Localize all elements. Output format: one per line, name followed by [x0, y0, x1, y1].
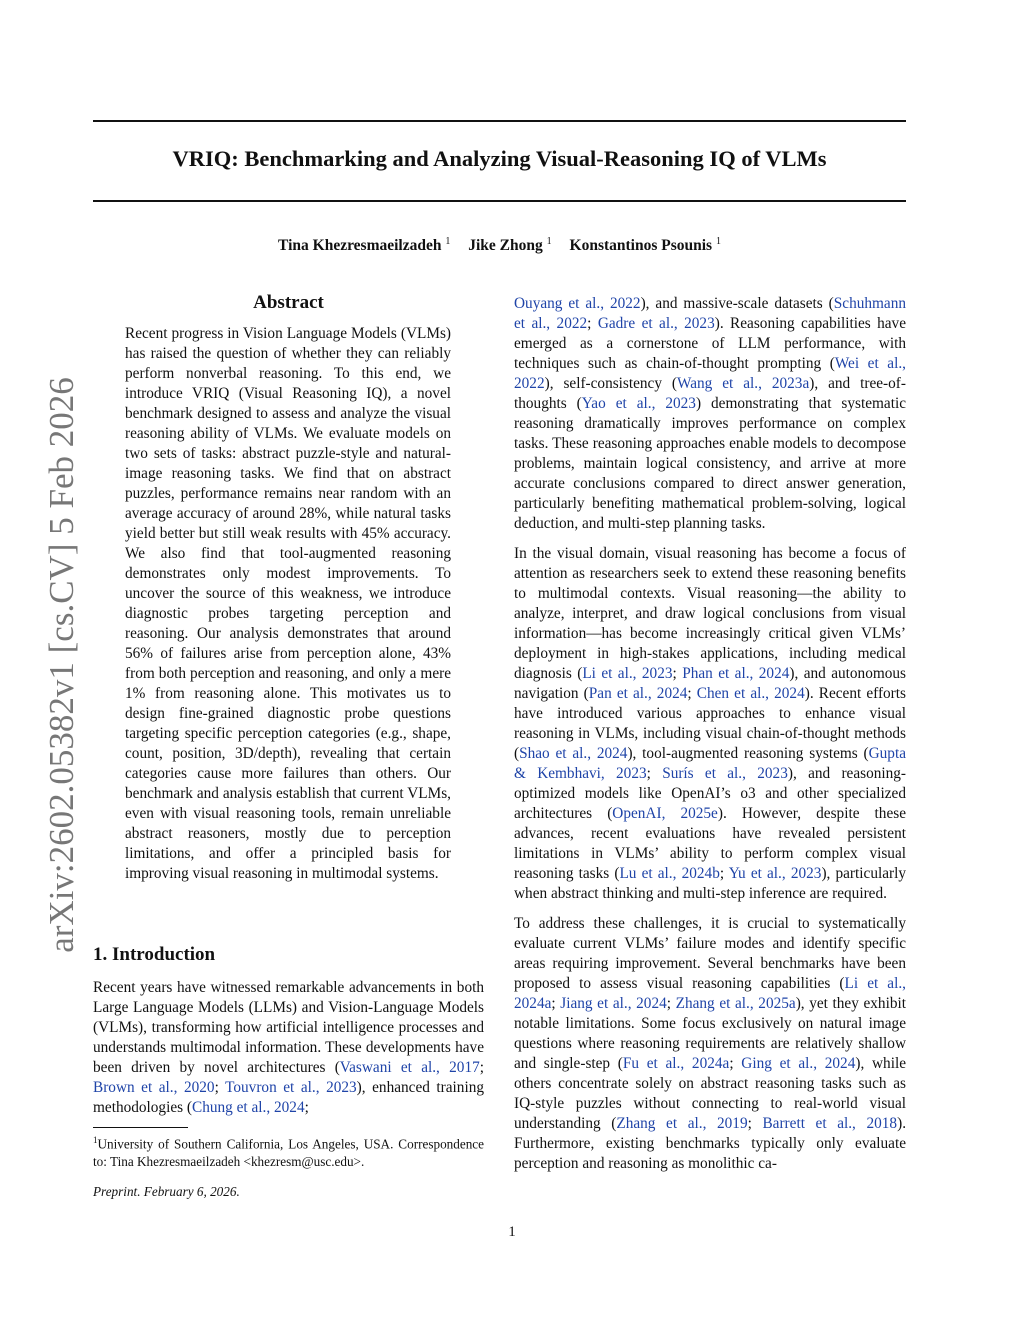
citation-link[interactable]: Wei et al., 2022 [514, 355, 906, 392]
text-run: ). Furthermore, existing benchmarks typically only evaluate perception and reasoning as monolithic ca- [514, 1115, 907, 1172]
section-heading-introduction: 1. Introduction [93, 944, 216, 965]
text-run: ), particularly when abstract thinking and multi-step inference are required. [514, 865, 907, 902]
author: Jike Zhong $^1$ [468, 236, 552, 255]
text-run: ; [719, 865, 729, 882]
citation-link[interactable]: Fu et al., 2024a [622, 1055, 730, 1072]
title-top-rule [93, 120, 906, 122]
arxiv-stamp: arXiv:2602.05382v1 [cs.CV] 5 Feb 2026 [42, 377, 81, 953]
page-number: 1 [508, 1224, 516, 1240]
citation-link[interactable]: Brown et al., 2020 [93, 1079, 215, 1096]
title-bottom-rule [93, 200, 906, 202]
author: Tina Khezresmaeilzadeh $^1$ [278, 236, 451, 255]
text-run: To address these challenges, it is crucial to systematically evaluate current VLMs’ failure modes and identify specific areas requiring improvement. Several benchmarks have been proposed to assess visual reasoning capabilities ( [514, 915, 906, 992]
abstract-heading: Abstract [253, 292, 324, 313]
text-run: In the visual domain, visual reasoning has become a focus of attention as researchers seek to extend these reasoning benefits to multimodal contexts. Visual reasoning—the ability to analyze, interpret, and draw logical conclusions from visual information—has become increasingly critical given VLMs’ deployment in high-stakes applications, including medical diagnosis ( [514, 545, 906, 682]
paragraph [514, 294, 906, 534]
citation-link[interactable]: OpenAI, 2025e [612, 805, 718, 822]
citation-link[interactable]: Schuhmann et al., 2022 [514, 295, 906, 332]
text-run: ; [214, 1079, 226, 1096]
paper-title: VRIQ: Benchmarking and Analyzing Visual-Reasoning IQ of VLMs [172, 146, 827, 171]
paragraph [93, 978, 484, 1118]
citation-link[interactable]: Yu et al., 2023 [728, 865, 822, 882]
text-run: ), self-consistency ( [544, 375, 678, 392]
text-run: ; [304, 1099, 309, 1116]
citation-link[interactable]: Surís et al., 2023 [662, 765, 788, 782]
citation-link[interactable]: Yao et al., 2023 [581, 395, 696, 412]
text-run: ). Reasoning capabilities have emerged as a cornerstone of LLM performance, with techniques such as chain-of-thought prompting ( [514, 315, 906, 372]
text-run: ), tool-augmented reasoning systems ( [627, 745, 869, 762]
citation-link[interactable]: Phan et al., 2024 [682, 665, 790, 682]
text-run: ), enhanced training methodologies ( [93, 1079, 484, 1116]
text-run: ; [687, 685, 697, 702]
citation-link[interactable]: Lu et al., 2024b [619, 865, 720, 882]
text-run: ) demonstrating that systematic reasoning dramatically improves performance on complex tasks. These reasoning approaches enable models to decompose problems, maintain logical consistency, and arrive at more accurate conclusions compared to direct answer generation, particularly benefiting mathematical problem-solving, logical deduction, and multi-step planning tasks. [514, 395, 907, 532]
citation-link[interactable]: Chung et al., 2024 [192, 1099, 305, 1116]
preprint-note: Preprint. February 6, 2026. [93, 1184, 240, 1199]
text-run: ; [729, 1055, 742, 1072]
footnote: $^1$University of Southern California, Los Angeles, USA. Correspondence to: Tina Khezresmaeilzadeh <khezresm@usc.edu>. [93, 1135, 484, 1170]
citation-link[interactable]: Pan et al., 2024 [588, 685, 688, 702]
abstract-text: Recent progress in Vision Language Models (VLMs) has raised the question of whether they can reliably perform nonverbal reasoning. To this end, we introduce VRIQ (Visual Reasoning IQ), a novel benchmark designed to assess and analyze the visual reasoning ability of VLMs. We evaluate models on two sets of tasks: abstract puzzle-style and natural-image reasoning tasks. We find that on abstract puzzles, performance remains near random with an average accuracy of around 28%, while natural tasks yield better but still weak results with 45% accuracy. We also find that tool-augmented reasoning demonstrates only modest improvements. To uncover the source of this weakness, we introduce diagnostic probes targeting perception and reasoning. Our analysis demonstrates that around 56% of failures arise from perception alone, 43% from both perception and reasoning, and only a mere 1% from reasoning alone. This motivates us to design fine-grained diagnostic probe questions targeting specific perception categories (e.g., shape, count, position, 3D/depth), revealing that certain categories cause more failures than others. Our benchmark and analysis establish that current VLMs, even with visual reasoning tools, remain unreliable abstract reasoners, mostly due to perception limitations, and offer a principled basis for improving visual reasoning in multimodal systems. [125, 325, 451, 882]
text-run: ; [672, 665, 683, 682]
citation-link[interactable]: Vaswani et al., 2017 [339, 1059, 480, 1076]
citation-link[interactable]: Jiang et al., 2024 [560, 995, 667, 1012]
text-run: Recent years have witnessed remarkable advancements in both Large Language Models (LLMs) and Vision-Language Models (VLMs), transforming how artificial intelligence processes and understands multimodal information. These developments have been driven by novel architectures ( [93, 979, 484, 1076]
text-run: ), and reasoning-optimized models like OpenAI’s o3 and other specialized architectures ( [514, 765, 907, 822]
citation-link[interactable]: Ging et al., 2024 [741, 1055, 856, 1072]
paragraph [514, 544, 906, 904]
citation-link[interactable]: Zhang et al., 2025a [675, 995, 796, 1012]
citation-link[interactable]: Touvron et al., 2023 [225, 1079, 357, 1096]
footnote-rule [93, 1127, 188, 1128]
citation-link[interactable]: Barrett et al., 2018 [762, 1115, 898, 1132]
intro-right-column [514, 294, 906, 1184]
citation-link[interactable]: Ouyang et al., 2022 [514, 295, 641, 312]
author-list [93, 236, 906, 255]
citation-link[interactable]: Chen et al., 2024 [696, 685, 805, 702]
text-run: ), while others concentrate solely on abstract reasoning tasks such as IQ-style puzzles without connecting to real-world visual understanding ( [514, 1055, 906, 1132]
text-run: ), yet they exhibit notable limitations. Some focus exclusively on natural image questions where reasoning requirements are relatively shallow and single-step ( [514, 995, 906, 1072]
text-run: ; [646, 765, 663, 782]
text-run: ). Recent efforts have introduced various approaches to enhance visual reasoning in VLMs, including visual chain-of-thought methods ( [514, 685, 906, 762]
text-run: ), and massive-scale datasets ( [640, 295, 834, 312]
text-run: ), and tree-of-thoughts ( [514, 375, 906, 412]
citation-link[interactable]: Zhang et al., 2019 [616, 1115, 748, 1132]
text-run: ; [551, 995, 561, 1012]
citation-link[interactable]: Gupta & Kembhavi, 2023 [514, 745, 906, 782]
citation-link[interactable]: Wang et al., 2023a [677, 375, 810, 392]
paragraph [514, 914, 906, 1174]
citation-link[interactable]: Gadre et al., 2023 [597, 315, 715, 332]
text-run: ). However, despite these advances, recent evaluations have revealed persistent limitations in VLMs’ ability to perform complex visual reasoning tasks ( [514, 805, 906, 882]
text-run: ; [747, 1115, 763, 1132]
text-run: ; [666, 995, 676, 1012]
citation-link[interactable]: Li et al., 2023 [582, 665, 673, 682]
text-run: ), and autonomous navigation ( [514, 665, 907, 702]
citation-link[interactable]: Shao et al., 2024 [519, 745, 628, 762]
author: Konstantinos Psounis $^1$ [569, 236, 721, 255]
intro-left-column [93, 978, 484, 1118]
text-run: ; [587, 315, 598, 332]
citation-link[interactable]: Li et al., 2024a [514, 975, 906, 1012]
text-run: ; [479, 1059, 484, 1076]
